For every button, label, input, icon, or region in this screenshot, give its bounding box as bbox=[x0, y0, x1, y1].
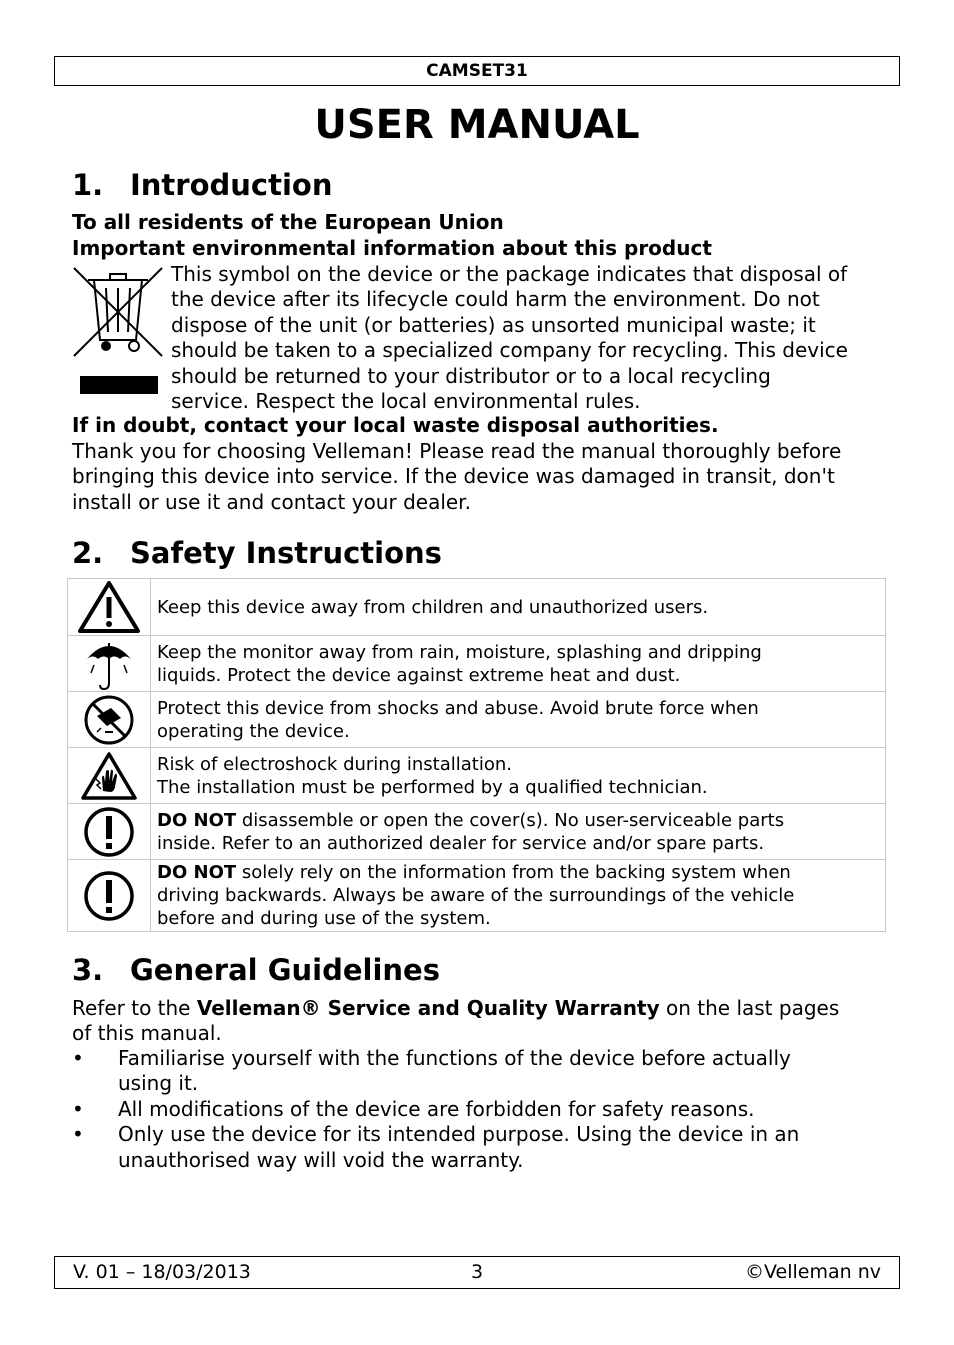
text-line: of this manual. bbox=[72, 1021, 222, 1046]
text-line: operating the device. bbox=[157, 720, 350, 742]
text-line: dispose of the unit (or batteries) as unsorted municipal waste; it bbox=[171, 312, 816, 337]
safety-text bbox=[151, 692, 886, 748]
safety-row bbox=[68, 748, 886, 804]
text-line bbox=[157, 809, 879, 832]
section-heading-safety bbox=[72, 535, 442, 571]
text-line: • Familiarise yourself with the functions of the device before actually bbox=[118, 1046, 791, 1070]
text-line: • Only use the device for its intended purpose. Using the device in an bbox=[118, 1122, 800, 1147]
electroshock-hand-icon bbox=[68, 748, 151, 804]
text-span: Refer to the bbox=[72, 996, 197, 1020]
environmental-info-heading: Important environmental information about this product bbox=[72, 236, 712, 260]
text-line: unauthorised way will void the warranty. bbox=[118, 1147, 524, 1172]
safety-text bbox=[151, 860, 886, 932]
disposal-doubt-note: If in doubt, contact your local waste disposal authorities. bbox=[72, 413, 719, 437]
no-shock-icon bbox=[68, 692, 151, 748]
exclamation-circle-icon bbox=[68, 804, 151, 860]
safety-text bbox=[151, 579, 886, 636]
text-span: on the last pages bbox=[659, 996, 840, 1020]
weee-paragraph bbox=[171, 262, 891, 414]
header-box bbox=[54, 56, 900, 86]
warranty-title: Velleman® Service and Quality Warranty bbox=[196, 996, 660, 1020]
text-line: should be taken to a specialized company for recycling. This device bbox=[171, 338, 848, 363]
text-line: driving backwards. Always be aware of the surroundings of the vehicle bbox=[157, 885, 795, 906]
thanks-paragraph bbox=[72, 439, 892, 515]
safety-row bbox=[68, 804, 886, 860]
text-line: liquids. Protect the device against extreme heat and dust. bbox=[157, 664, 681, 686]
text-line: Keep the monitor away from rain, moisture, splashing and dripping bbox=[157, 641, 762, 663]
safety-text bbox=[151, 636, 886, 692]
section-title: Safety Instructions bbox=[130, 536, 442, 570]
text-line: bringing this device into service. If the device was damaged in transit, don't bbox=[72, 464, 835, 489]
section-heading-introduction bbox=[72, 167, 333, 203]
warning-triangle-icon bbox=[68, 579, 151, 636]
do-not-label: DO NOT bbox=[157, 862, 237, 883]
text-line: should be returned to your distributor or to a local recycling bbox=[171, 363, 771, 388]
section-number: 1. bbox=[72, 168, 104, 202]
text-line: the device after its lifecycle could harm the environment. Do not bbox=[171, 287, 820, 312]
safety-row bbox=[68, 579, 886, 636]
section-number: 2. bbox=[72, 536, 104, 570]
safety-text bbox=[151, 748, 886, 804]
section-number: 3. bbox=[72, 953, 104, 987]
text-span: disassemble or open the cover(s). No user-serviceable parts bbox=[236, 809, 785, 831]
text-line: install or use it and contact your dealer. bbox=[72, 489, 471, 514]
umbrella-icon bbox=[68, 636, 151, 692]
model-name: CAMSET31 bbox=[426, 61, 528, 81]
safety-row bbox=[68, 692, 886, 748]
text-line bbox=[72, 996, 892, 1021]
exclamation-circle-icon bbox=[68, 860, 151, 932]
guidelines-list bbox=[72, 1046, 892, 1173]
text-line: Protect this device from shocks and abuse. Avoid brute force when bbox=[157, 697, 759, 719]
text-line: service. Respect the local environmental rules. bbox=[171, 389, 641, 414]
text-line: Thank you for choosing Velleman! Please read the manual thoroughly before bbox=[72, 439, 842, 463]
text-line: • All modifications of the device are forbidden for safety reasons. bbox=[118, 1096, 755, 1121]
list-item bbox=[72, 1046, 892, 1097]
text-line: The installation must be performed by a qualified technician. bbox=[157, 776, 708, 798]
document-title: USER MANUAL bbox=[314, 102, 640, 148]
section-title: General Guidelines bbox=[130, 953, 440, 987]
text-line: Risk of electroshock during installation. bbox=[157, 753, 512, 775]
safety-text bbox=[151, 804, 886, 860]
text-line bbox=[157, 861, 879, 884]
list-item bbox=[72, 1122, 892, 1173]
do-not-label: DO NOT bbox=[157, 809, 237, 831]
safety-row bbox=[68, 860, 886, 932]
safety-row bbox=[68, 636, 886, 692]
text-line: using it. bbox=[118, 1071, 199, 1096]
list-item bbox=[72, 1097, 892, 1122]
crossed-out-bin-icon bbox=[72, 262, 164, 402]
text-line: before and during use of the system. bbox=[157, 908, 491, 929]
copyright: ©Velleman nv bbox=[745, 1261, 881, 1283]
page-number: 3 bbox=[471, 1261, 484, 1283]
text-line: This symbol on the device or the package indicates that disposal of bbox=[171, 262, 848, 286]
eu-residents-heading: To all residents of the European Union bbox=[72, 210, 504, 234]
footer-box bbox=[54, 1256, 900, 1289]
version-date: V. 01 – 18/03/2013 bbox=[73, 1261, 251, 1283]
section-heading-guidelines bbox=[72, 952, 440, 988]
text-line: inside. Refer to an authorized dealer for service and/or spare parts. bbox=[157, 832, 765, 854]
warranty-reference bbox=[72, 996, 892, 1047]
safety-table bbox=[67, 578, 886, 932]
section-title: Introduction bbox=[130, 168, 333, 202]
text-span: solely rely on the information from the backing system when bbox=[236, 862, 791, 883]
text-line: Keep this device away from children and unauthorized users. bbox=[157, 596, 709, 618]
